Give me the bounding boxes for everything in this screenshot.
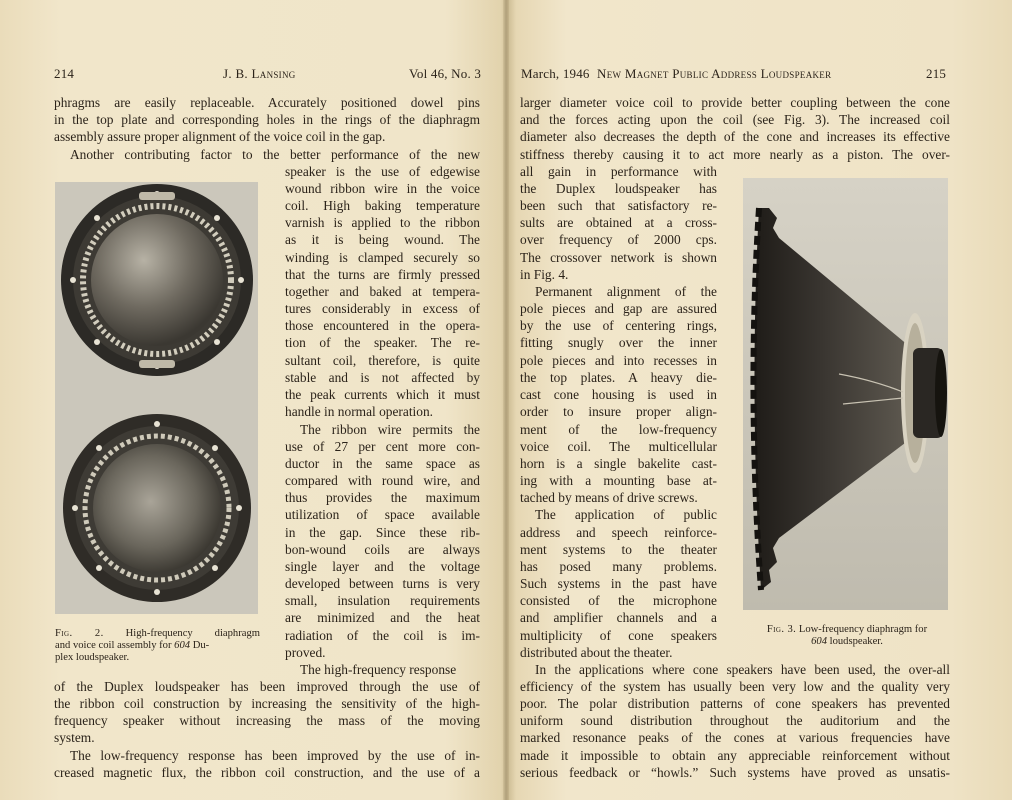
text-line: together and baked at tempera- <box>285 284 480 299</box>
text-line: proved. <box>285 645 326 660</box>
text-line: in the gap. Since these rib- <box>285 525 480 540</box>
text-line: wound ribbon wire in the voice <box>285 181 480 196</box>
text-line: utilization of space available <box>285 507 480 522</box>
caption-text: and voice coil assembly for <box>55 640 172 651</box>
text-line: horn is a single bakelite cast- <box>520 456 717 471</box>
text-line: uniform sound distribution throughout the auditorium and the <box>520 713 950 728</box>
right-page <box>507 0 1012 800</box>
text-line: serious feedback or “howls.” Such systems have proved as unsatis- <box>520 765 950 780</box>
left-running-author: J. B. Lansing <box>223 66 296 81</box>
text-line: consisted of the microphone <box>520 593 717 608</box>
text-line: compared with round wire, and <box>285 473 480 488</box>
figure-3-photo <box>743 178 948 610</box>
text-line: over frequency of 2000 cps. <box>520 232 717 247</box>
text-line: ductor in the same space as <box>285 456 480 471</box>
caption-text: plex loudspeaker. <box>55 652 130 663</box>
text-line: ing with a mounting base at- <box>520 473 717 488</box>
text-line: use of 27 per cent more con- <box>285 439 480 454</box>
text-line: developed between turns is very <box>285 576 480 591</box>
text-line: coil. High baking temperature <box>285 198 480 213</box>
text-line: Permanent alignment of the <box>535 284 717 299</box>
text-line: The low-frequency response has been improved by the use of in- <box>70 748 480 763</box>
text-line: diameter also decreases the depth of the cone and increases its effective <box>520 129 950 144</box>
text-line: order to insure proper align- <box>520 404 717 419</box>
text-line: voice coil. The multicellular <box>520 439 717 454</box>
text-line: marked resonance peaks of the cones at various frequencies have <box>520 730 950 745</box>
right-page-number: 215 <box>926 66 947 81</box>
figure-label: Fig. 3. <box>766 624 797 635</box>
text-line: fitting snugly over the inner <box>520 335 717 350</box>
text-line: The high-frequency response <box>300 662 457 677</box>
text-line: tached by means of drive screws. <box>520 490 698 505</box>
text-line: tures considerably in excess of <box>285 301 480 316</box>
text-line: frequency speaker without increasing the mass of the moving <box>54 713 480 728</box>
cone-speaker-illustration <box>743 178 948 610</box>
text-line: ment systems to the theater <box>520 542 717 557</box>
caption-model-number: 604 <box>811 636 827 647</box>
figure-2-caption <box>55 628 265 664</box>
text-line: larger diameter voice coil to provide better coupling between the cone <box>520 95 950 110</box>
text-line: address and speech reinforce- <box>520 525 717 540</box>
text-line: those encountered in the opera- <box>285 318 480 333</box>
text-line: speaker is the use of edgewise <box>285 164 480 179</box>
text-line: sultant coil, therefore, is quite <box>285 353 480 368</box>
text-line: of the Duplex loudspeaker has been improved through the use of <box>54 679 480 694</box>
text-line: pole pieces and into recesses in <box>520 353 717 368</box>
text-line: The application of public <box>535 507 717 522</box>
text-line: ment of the low-frequency <box>520 422 717 437</box>
text-line: efficiency of the system has usually been very low and the quality very <box>520 679 950 694</box>
text-line: stiffness thereby causing it to act more nearly as a piston. The over- <box>520 147 950 162</box>
text-line: single layer and the voltage <box>285 559 480 574</box>
caption-text: High-frequency diaphragm <box>125 628 260 639</box>
text-line: that the turns are firmly pressed <box>285 267 480 282</box>
text-line: pole pieces and gap are assured <box>520 301 717 316</box>
text-line: and the forces acting upon the coil (see Fig. 3). The increased coil <box>520 112 950 127</box>
figure-label: Fig. 2. <box>55 628 104 639</box>
text-line: and amplifier channels and a <box>520 610 717 625</box>
text-line: are minimized and the heat <box>285 610 480 625</box>
text-line: has posed many problems. <box>520 559 717 574</box>
text-line: distributed about the theater. <box>520 645 673 660</box>
text-line: the top plates. A heavy die- <box>520 370 717 385</box>
caption-model-number: 604 <box>174 640 191 651</box>
text-line: phragms are easily replaceable. Accurately positioned dowel pins <box>54 95 480 110</box>
right-running-title: New Magnet Public Address Loudspeaker <box>597 66 832 81</box>
text-line: handle in normal operation. <box>285 404 433 419</box>
text-line: the ribbon coil construction by increasing the sensitivity of the high- <box>54 696 480 711</box>
text-line: multiplicity of cone speakers <box>520 628 717 643</box>
text-line: sults are obtained at a cross- <box>520 215 717 230</box>
text-line: been such that satisfactory re- <box>520 198 717 213</box>
text-line: all gain in performance with <box>520 164 717 179</box>
text-line: creased magnetic flux, the ribbon coil construction, and the use of a <box>54 765 480 780</box>
left-page-number: 214 <box>54 66 75 81</box>
text-line: varnish is applied to the ribbon <box>285 215 480 230</box>
text-line: tion of the speaker. The re- <box>285 335 480 350</box>
text-line: winding is clamped securely so <box>285 250 480 265</box>
text-line: In the applications where cone speakers have been used, the over-all <box>535 662 950 677</box>
text-line: in Fig. 4. <box>520 267 569 282</box>
text-line: the Duplex loudspeaker has <box>520 181 717 196</box>
text-line: Another contributing factor to the better performance of the new <box>70 147 480 162</box>
figure-2-photo <box>55 182 258 614</box>
text-line: The crossover network is shown <box>520 250 717 265</box>
text-line: as it is being wound. The <box>285 232 480 247</box>
left-page <box>0 0 505 800</box>
diaphragm-assembly-illustration <box>55 182 258 614</box>
caption-text: Low-frequency diaphragm for <box>798 624 928 635</box>
text-line: stable and is not affected by <box>285 370 480 385</box>
text-line: assembly assure proper alignment of the voice coil in the gap. <box>54 129 386 144</box>
text-line: Such systems in the past have <box>520 576 717 591</box>
caption-text: Du- <box>192 640 210 651</box>
text-line: radiation of the coil is im- <box>285 628 480 643</box>
caption-text: loudspeaker. <box>829 636 883 647</box>
text-line: made it impossible to obtain any appreciable reinforcement without <box>520 748 950 763</box>
text-line: thus provides the maximum <box>285 490 480 505</box>
text-line: cast cone housing is used in <box>520 387 717 402</box>
text-line: in the top plate and corresponding holes in the rings of the diaphragm <box>54 112 480 127</box>
text-line: bon-wound coils are always <box>285 542 480 557</box>
text-line: poor. The polar distribution patterns of cone speakers has prevented <box>520 696 950 711</box>
text-line: the peak currents which it must <box>285 387 480 402</box>
text-line: system. <box>54 730 95 745</box>
right-issue-date: March, 1946 <box>521 66 590 81</box>
text-line: by the use of centering rings, <box>520 318 717 333</box>
text-line: The ribbon wire permits the <box>300 422 480 437</box>
text-line: small, insulation requirements <box>285 593 480 608</box>
figure-3-caption <box>741 624 953 648</box>
left-volume-issue: Vol 46, No. 3 <box>409 66 482 81</box>
